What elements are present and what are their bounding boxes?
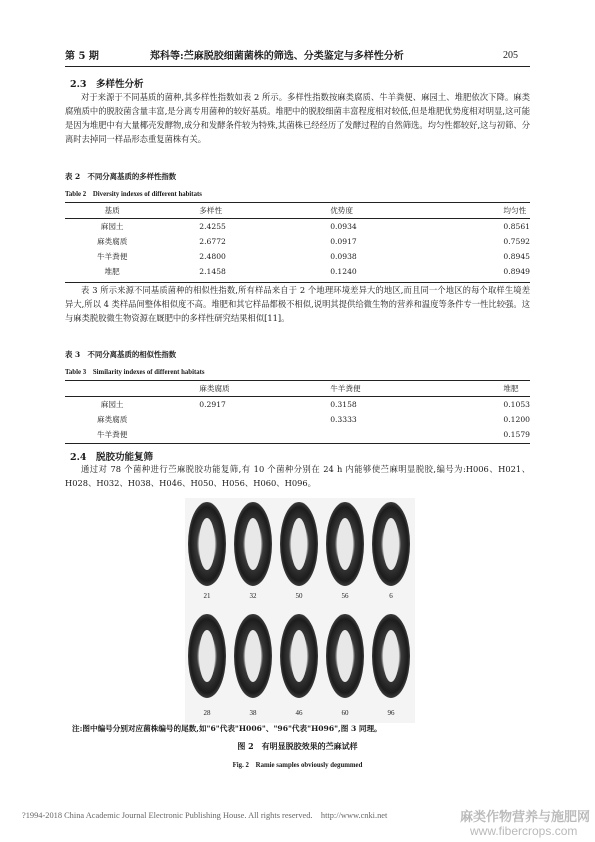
table-cell: 2.4800 <box>199 252 226 261</box>
hank-hole <box>199 630 215 682</box>
table2-header-cell: 基质 <box>65 203 159 219</box>
section-2-4-paragraph: 通过对 78 个菌种进行苎麻脱胶功能复筛,有 10 个菌种分别在 24 h 内能够使苎麻明显脱胶,编号为:H006、H021、H028、H032、H038、H046、H050、H056、H060、H096。 <box>65 464 530 488</box>
table-cell: 0.2917 <box>199 400 226 409</box>
table-cell: 麻类腐质 <box>96 237 128 246</box>
figure2-caption-cn: 图 2 有明显脱胶效果的苎麻试样 <box>237 741 358 751</box>
table-cell <box>159 427 290 442</box>
table3-caption-en: Table 3 Similarity indexes of different habitats <box>65 369 205 376</box>
hank-hole <box>383 518 399 570</box>
table3-discussion-paragraph: 表 3 所示来源不同基质菌种的相似性指数,所有样品来自于 2 个地理环境差异大的地区,而且同一个地区的每个取样生境差异大,所以 4 类样品间整体相似度不高。堆肥和其它样品都极不相似,说明其提供给微生物的营养和温度等条件专一性比较强。这与麻类脱胶微生物资源在厩肥中的多样性研究结果相似[11]。 <box>65 285 530 323</box>
header-rule <box>65 66 530 67</box>
table-cell: 0.1240 <box>330 267 357 276</box>
running-title: 郑科等:苎麻脱胶细菌菌株的筛选、分类鉴定与多样性分析 <box>150 51 404 62</box>
table-row <box>65 264 530 279</box>
sample-label: 46 <box>295 709 303 717</box>
table-cell: 0.0938 <box>330 252 357 261</box>
table-cell: 2.6772 <box>199 237 226 246</box>
hank-hole <box>337 630 353 682</box>
hank-hole <box>337 518 353 570</box>
table-cell: 2.1458 <box>199 267 226 276</box>
watermark-site-name: 麻类作物营养与施肥网 <box>460 810 591 825</box>
table-cell: 0.0917 <box>330 237 357 246</box>
issue-label: 第 5 期 <box>65 51 99 62</box>
table-cell: 0.1200 <box>503 415 530 424</box>
table-row <box>65 412 530 427</box>
sample-label: 50 <box>295 592 303 600</box>
table-row <box>65 249 530 264</box>
table2 <box>65 203 530 279</box>
table-row <box>65 397 530 413</box>
page-number: 205 <box>503 50 518 61</box>
watermark-url: www.fibercrops.com <box>470 824 578 838</box>
copyright-footer: ?1994-2018 China Academic Journal Electronic Publishing House. All rights reserved. http://www.cnki.net <box>22 811 388 820</box>
table2-header-cell: 优势度 <box>290 203 413 219</box>
table3-header-cell: 堆肥 <box>413 381 530 397</box>
table-cell: 堆肥 <box>104 267 120 276</box>
table-cell: 0.3333 <box>330 415 357 424</box>
table-cell: 麻园土 <box>100 222 124 231</box>
sample-label: 28 <box>203 709 211 717</box>
table-row <box>65 427 530 442</box>
figure-note: 注:图中编号分别对应菌株编号的尾数,如"6"代表"H006"、"96"代表"H096",图 3 同理。 <box>72 724 382 733</box>
section-2-3-paragraph: 对于来源于不同基质的菌种,其多样性指数如表 2 所示。多样性指数按麻类腐质、牛羊粪便、麻园土、堆肥依次下降。麻类腐殖质中的脱胶菌含量丰富,是分离专用菌种的较好基质。堆肥中的脱胶细菌丰富程度相对较低,但是堆肥优势度相对明显,这可能是因为堆肥中有大量椰壳发酵物,成分和发酵条件较为特殊,其菌株已经经历了发酵过程的自然筛选。均匀性都较好,这与初筛、分离时去掉同一样品形态重复菌株有关。 <box>65 92 530 144</box>
figure2-caption-en: Fig. 2 Ramie samples obviously degummed <box>232 762 363 769</box>
table-row <box>65 219 530 235</box>
sample-label: 96 <box>387 709 395 717</box>
table-cell: 麻园土 <box>100 400 124 409</box>
sample-label: 32 <box>249 592 257 600</box>
table2-caption-en: Table 2 Diversity indexes of different habitats <box>65 191 202 198</box>
sample-label: 60 <box>341 709 349 717</box>
table2-header-cell: 多样性 <box>159 203 290 219</box>
table3-header-cell: 牛羊粪便 <box>290 381 413 397</box>
hank-hole <box>291 518 307 570</box>
table-cell: 牛羊粪便 <box>96 252 128 261</box>
table3-header-cell: 麻类腐质 <box>159 381 290 397</box>
sample-label: 56 <box>341 592 349 600</box>
table-cell: 0.3158 <box>330 400 357 409</box>
table-cell: 2.4255 <box>199 222 226 231</box>
sample-label: 38 <box>249 709 257 717</box>
table-cell <box>159 412 290 427</box>
table-cell: 0.1053 <box>503 400 530 409</box>
sample-label: 21 <box>203 592 211 600</box>
table3-caption-cn: 表 3 不同分离基质的相似性指数 <box>65 350 177 359</box>
table3-bottom-rule <box>65 443 530 444</box>
table-cell: 麻类腐质 <box>96 415 128 424</box>
hank-hole <box>291 630 307 682</box>
table2-header-row <box>65 203 530 219</box>
table-row <box>65 234 530 249</box>
table-cell <box>290 427 413 442</box>
hank-hole <box>383 630 399 682</box>
table3 <box>65 381 530 442</box>
table-cell: 牛羊粪便 <box>96 430 128 439</box>
table2-caption-cn: 表 2 不同分离基质的多样性指数 <box>65 172 177 181</box>
hank-hole <box>199 518 215 570</box>
section-heading-2-3: 2.3 多样性分析 <box>70 79 144 90</box>
table3-header-cell <box>65 381 159 397</box>
ramie-samples-figure <box>185 498 415 723</box>
table-cell: 0.7592 <box>503 237 530 246</box>
table-cell: 0.1579 <box>503 430 530 439</box>
table-cell: 0.8945 <box>503 252 530 261</box>
table-cell: 0.8561 <box>503 222 530 231</box>
hank-hole <box>245 518 261 570</box>
table-cell: 0.8949 <box>503 267 530 276</box>
section-heading-2-4: 2.4 脱胶功能复筛 <box>70 452 154 463</box>
table2-header-cell: 均匀性 <box>413 203 530 219</box>
sample-label: 6 <box>389 592 393 600</box>
hank-hole <box>245 630 261 682</box>
table3-header-row <box>65 381 530 397</box>
table-cell: 0.0934 <box>330 222 357 231</box>
